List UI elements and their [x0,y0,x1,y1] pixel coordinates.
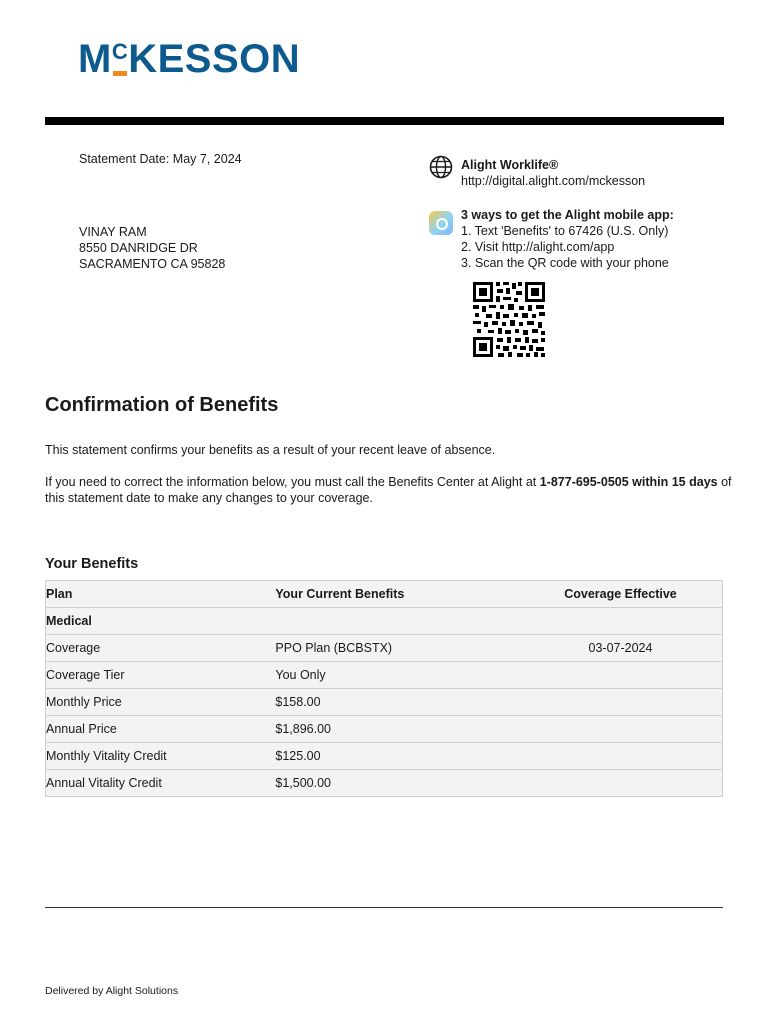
row-value: You Only [275,662,519,689]
table-row [46,716,723,743]
street-address: 8550 DANRIDGE DR [79,241,198,255]
correction-paragraph: If you need to correct the information below, you must call the Benefits Center at Alight at 1-877-695-0505 within 15 days of this statement date to make any changes to your coverage. [45,475,732,505]
table-row [46,743,723,770]
row-effective-date [519,743,723,770]
mobile-step-1: 1. Text 'Benefits' to 67426 (U.S. Only) [461,224,669,238]
row-effective-date [519,662,723,689]
group-label-medical: Medical [46,608,723,635]
mobile-step-3: 3. Scan the QR code with your phone [461,256,669,270]
row-label: Coverage Tier [46,662,276,689]
row-effective-date [519,770,723,797]
recipient-name: VINAY RAM [79,225,147,239]
row-label: Coverage [46,635,276,662]
row-value: $1,500.00 [275,770,519,797]
city-state-zip: SACRAMENTO CA 95828 [79,257,226,271]
table-row [46,635,723,662]
row-value: PPO Plan (BCBSTX) [275,635,519,662]
alight-app-icon [429,211,453,235]
row-label: Annual Price [46,716,276,743]
row-value: $158.00 [275,689,519,716]
page-title: Confirmation of Benefits [45,394,279,416]
column-header-coverage-effective: Coverage Effective [519,581,723,608]
table-header-row [46,581,723,608]
intro-paragraph: This statement confirms your benefits as a result of your recent leave of absence. [45,443,496,457]
bottom-divider [45,907,723,908]
row-label: Monthly Price [46,689,276,716]
globe-icon [429,155,453,179]
row-effective-date [519,716,723,743]
worklife-title: Alight Worklife® [461,158,559,172]
row-value: $1,896.00 [275,716,519,743]
benefits-center-phone: 1-877-695-0505 within 15 days [539,475,718,489]
statement-date: Statement Date: May 7, 2024 [79,152,242,166]
benefits-section-heading: Your Benefits [45,556,139,572]
table-row [46,689,723,716]
top-divider [45,117,724,125]
row-label: Annual Vitality Credit [46,770,276,797]
table-group-row [46,608,723,635]
row-effective-date [519,689,723,716]
row-effective-date: 03-07-2024 [519,635,723,662]
row-label: Monthly Vitality Credit [46,743,276,770]
table-row [46,662,723,689]
table-row [46,770,723,797]
mobile-app-heading: 3 ways to get the Alight mobile app: [461,208,674,222]
benefits-table [45,580,723,797]
mobile-step-2: 2. Visit http://alight.com/app [461,240,615,254]
worklife-url-link[interactable]: http://digital.alight.com/mckesson [461,174,646,188]
mailing-address [79,224,225,272]
column-header-current-benefits: Your Current Benefits [275,581,519,608]
row-value: $125.00 [275,743,519,770]
footer-text: Delivered by Alight Solutions [45,985,179,997]
qr-code [472,281,546,358]
column-header-plan: Plan [46,581,276,608]
mckesson-logo: $M^CKESSON$ [78,37,301,81]
